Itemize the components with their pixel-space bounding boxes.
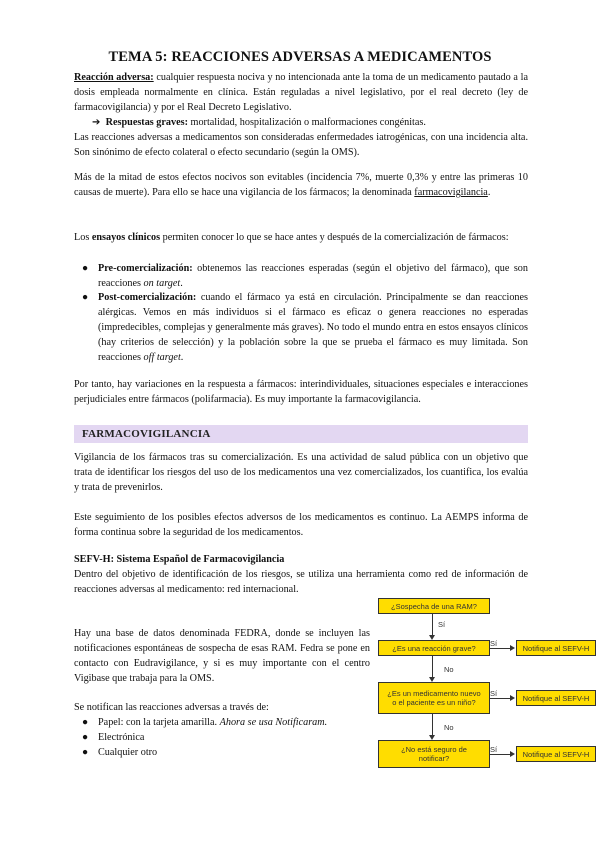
flow-question-suspect-ram: ¿Sospecha de una RAM? [378, 598, 490, 614]
arrow-right-icon [510, 751, 515, 757]
period: . [487, 187, 491, 198]
list-text: Papel: con la tarjeta amarilla. [98, 717, 220, 728]
flow-label-no: No [444, 723, 454, 732]
list-item-text [98, 730, 372, 745]
flow-action-notify: Notifique al SEFV-H [516, 746, 596, 762]
post-commercialization-text [98, 290, 528, 365]
bullet-icon: ● [82, 292, 89, 303]
period: . [180, 278, 183, 289]
flow-action-notify: Notifique al SEFV-H [516, 640, 596, 656]
avoidable-text: Más de la mitad de estos efectos nocivos son evitables (incidencia 7%, muerte 0,3% y entre las primeras 10 causas de muerte). Para ello se hace una vigilancia de los fármacos; la denominada [74, 172, 528, 198]
pharmacovigilance-term: farmacovigilancia [414, 187, 488, 198]
flow-question-unsure: ¿No está seguro de notificar? [378, 740, 490, 768]
avoidable-paragraph [74, 170, 528, 200]
arrow-icon: ➔ [92, 117, 101, 128]
arrow-right-icon [510, 695, 515, 701]
flow-label-yes: Sí [490, 639, 498, 648]
flow-question-serious: ¿Es una reacción grave? [378, 640, 490, 656]
clinical-trials-paragraph [74, 230, 528, 245]
post-text: cuando el fármaco ya está en circulación. Principalmente se dan reacciones alérgicas. Vemos en más individuos si el fármaco es eficaz o genera reacciones no esperadas (impredecibles, complejas y generalmente más graves). No todo el mundo entra en estos ensayos clínicos (hay criterios de selección) y la población sobre la que se prueba el fármaco es muy limitada. Son reacciones [98, 292, 528, 363]
clinical-text: permiten conocer lo que se hace antes y después de la comercialización de fármacos: [160, 232, 509, 243]
list-text: Electrónica [98, 732, 145, 743]
flow-question-new-drug-child: ¿Es un medicamento nuevo o el paciente es un niño? [378, 682, 490, 714]
flow-action-notify: Notifique al SEFV-H [516, 690, 596, 706]
flow-connector [432, 656, 433, 679]
bullet-icon: ● [82, 747, 89, 758]
flow-label-yes: Sí [438, 620, 446, 629]
flow-label-no: No [444, 665, 454, 674]
flow-connector [432, 714, 433, 737]
definition-text: cualquier respuesta nociva y no intencionada ante la toma de un medicamento pautado a la dosis empleada normalmente en clínica. Están reguladas a nivel legislativo, por el real decreto (ley de farmacovigilancia) y por el Real Decreto Legislativo. [74, 72, 528, 113]
aemps-paragraph: Este seguimiento de los posibles efectos adversos de los medicamentos es continuo. La AEMPS informa de forma continua sobre la seguridad de los medicamentos. [74, 512, 528, 538]
bullet-post-commercialization [82, 290, 528, 365]
bullet-icon: ● [82, 263, 89, 274]
section-header-pharmacovigilance [74, 425, 528, 443]
variations-paragraph: Por tanto, hay variaciones en la respuesta a fármacos: interindividuales, situaciones especiales e interacciones perjudiciales entre fármacos (polifarmacia). Es muy importante la farmacovigilancia. [74, 379, 528, 405]
notification-flowchart [370, 592, 600, 792]
off-target-term: off target [143, 352, 181, 363]
sefv-heading [74, 552, 528, 567]
pharmacovigilance-definition: Vigilancia de los fármacos tras su comercialización. Es una actividad de salud pública con un objetivo que trata de identificar los riesgos del uso de los medicamentos una vez comercializados, los cuantifica, los evalúa y trata de prevenirlos. [74, 452, 528, 493]
section-title: FARMACOVIGILANCIA [82, 428, 211, 440]
list-item-text [98, 745, 372, 760]
flow-label-yes: Sí [490, 745, 498, 754]
post-label: Post-comercialización: [98, 292, 197, 303]
list-text: Cualquier otro [98, 747, 158, 758]
bullet-icon: ● [82, 732, 89, 743]
pre-text: obtenemos las reacciones esperadas (según el objetivo del fármaco), que son reacciones [98, 263, 528, 289]
document-title: TEMA 5: REACCIONES ADVERSAS A MEDICAMENTOS [108, 49, 492, 65]
flow-label-yes: Sí [490, 689, 498, 698]
pre-commercialization-text [98, 261, 528, 291]
bullet-icon: ● [82, 717, 89, 728]
serious-text: mortalidad, hospitalización o malformaciones congénitas. [187, 117, 426, 128]
list-italic: Ahora se usa Notificaram. [219, 717, 328, 728]
network-paragraph: Dentro del objetivo de identificación de los riesgos, se utiliza una herramienta como red de información de reacciones adversas al medicamento: red internacional. [74, 569, 528, 595]
clinical-pre: Los [74, 232, 92, 243]
arrow-right-icon [510, 645, 515, 651]
serious-label: Respuestas graves: [105, 117, 188, 128]
on-target-term: on target [143, 278, 181, 289]
list-item-text [98, 715, 372, 730]
flow-connector [432, 614, 433, 637]
notification-intro: Se notifican las reacciones adversas a través de: [74, 702, 269, 713]
serious-responses-item [92, 115, 426, 130]
sefv-heading-text: SEFV-H: Sistema Español de Farmacovigilancia [74, 554, 285, 565]
fedra-paragraph: Hay una base de datos denominada FEDRA, donde se incluyen las notificaciones espontáneas de sospecha de esas RAM. Fedra se pone en contacto con Eudravigilance, y si es muy importante con el centro Vigibase que trabaja para la OMS. [74, 628, 370, 684]
period: . [180, 352, 184, 363]
definition-label: Reacción adversa: [74, 72, 154, 83]
adverse-reaction-definition [74, 70, 528, 115]
clinical-trials-term: ensayos clínicos [91, 232, 161, 243]
iatrogenic-paragraph: Las reacciones adversas a medicamentos son consideradas enfermedades iatrogénicas, con una incidencia alta. Son sinónimo de efecto colateral o efecto secundario (según la OMS). [74, 132, 528, 158]
pre-label: Pre-comercialización: [98, 263, 193, 274]
bullet-pre-commercialization [82, 261, 528, 291]
